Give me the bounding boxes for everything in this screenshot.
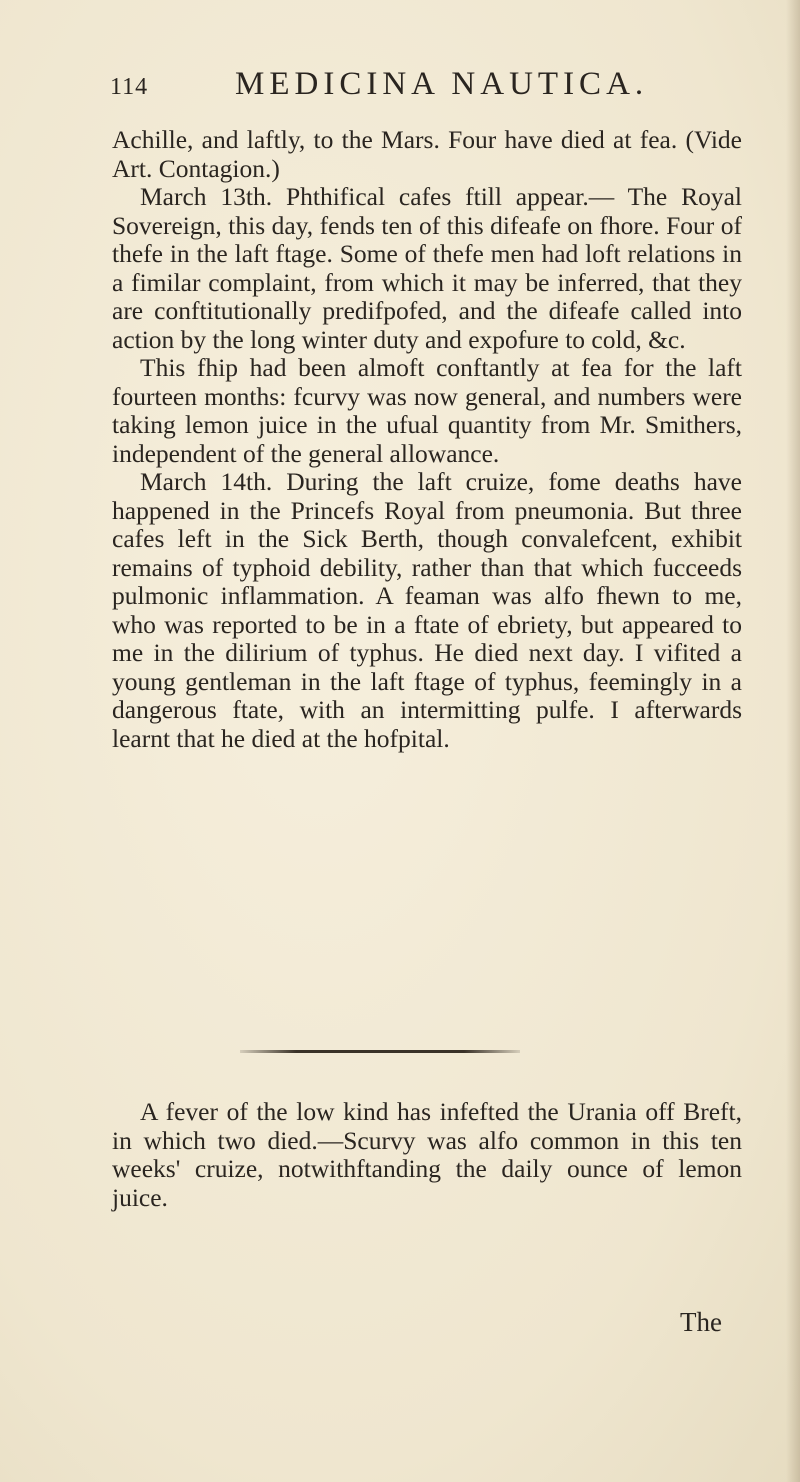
paragraph-urania-fever: A fever of the low kind has infefted the Urania off Breft, in which two died.—Scurvy was alfo common in this ten weeks' cruize, notwithftanding the daily ounce of lemon juice. bbox=[112, 1097, 742, 1212]
main-text-block bbox=[112, 126, 742, 753]
secondary-text-block bbox=[112, 1098, 742, 1212]
paragraph-continuation: Achille, and laftly, to the Mars. Four have died at fea. (Vide Art. Contagion.) bbox=[112, 125, 742, 183]
running-title: MEDICINA NAUTICA. bbox=[235, 66, 649, 102]
paragraph-march-13: March 13th. Phthifical cafes ftill appear.— The Royal Sovereign, this day, fends ten of this difeafe on fhore. Four of thefe in the laft ftage. Some of thefe men had loft relations in a fimilar complaint, from which it may be inferred, that they are conftitutionally predifpofed, and the difeafe called into action by the long winter duty and expofure to cold, &c. bbox=[112, 182, 742, 354]
page-edge-shadow bbox=[786, 0, 800, 1482]
section-divider-rule bbox=[240, 1050, 520, 1053]
catchword: The bbox=[680, 1307, 722, 1337]
paragraph-ship-at-sea: This fhip had been almoft conftantly at fea for the laft fourteen months: fcurvy was now general, and numbers were taking lemon juice in the ufual quantity from Mr. Smithers, independent of the general allowance. bbox=[112, 353, 742, 468]
paragraph-march-14: March 14th. During the laft cruize, fome deaths have happened in the Princefs Royal from pneumonia. But three cafes left in the Sick Berth, though convalefcent, exhibit remains of typhoid debility, rather than that which fucceeds pulmonic inflammation. A feaman was alfo fhewn to me, who was reported to be in a ftate of ebriety, but appeared to me in the dilirium of typhus. He died next day. I vifited a young gentleman in the laft ftage of typhus, feemingly in a dangerous ftate, with an intermitting pulfe. I afterwards learnt that he died at the hofpital. bbox=[112, 467, 742, 753]
page-header bbox=[110, 66, 750, 110]
page-number: 114 bbox=[110, 74, 149, 100]
